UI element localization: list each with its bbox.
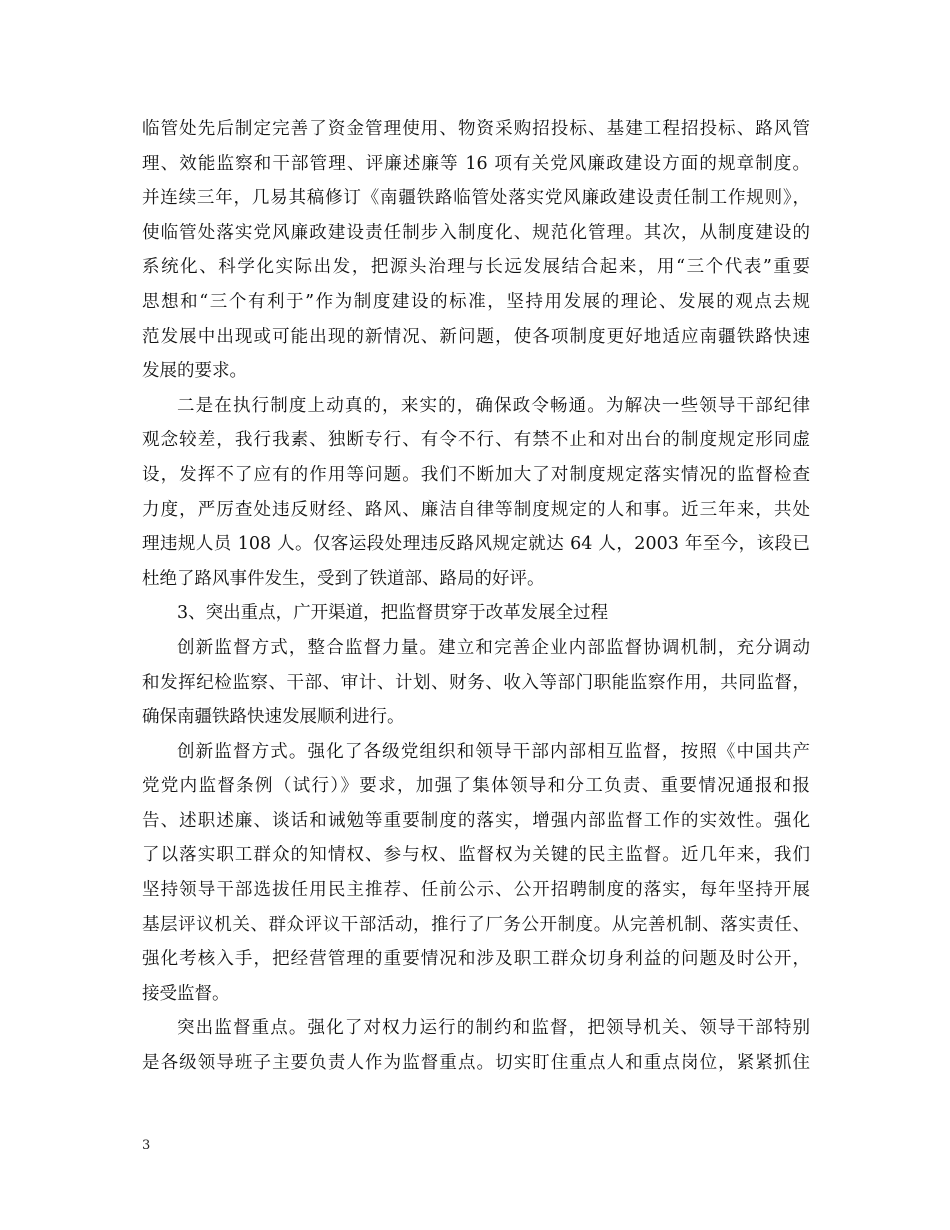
text-line: 创新监督方式。强化了各级党组织和领导干部内部相互监督，按照《中国共产 [177,741,810,762]
text-line: 观念较差，我行我素、独断专行、有令不行、有禁不止和对出台的制度规定形同虚 [142,430,810,451]
text-line: 3、突出重点，广开渠道，把监督贯穿于改革发展全过程 [177,603,609,624]
text-line: 和发挥纪检监察、干部、审计、计划、财务、收入等部门职能监察作用，共同监督， [142,672,810,693]
document-body [142,112,810,1081]
text-line: 杜绝了路风事件发生，受到了铁道部、路局的好评。 [142,568,545,589]
text-line: 了以落实职工群众的知情权、参与权、监督权为关键的民主监督。近几年来，我们 [142,845,810,866]
text-line: 力度，严厉查处违反财经、路风、廉洁自律等制度规定的人和事。近三年来，共处 [142,499,810,520]
text-line: 确保南疆铁路快速发展顺利进行。 [142,707,405,728]
text-line: 二是在执行制度上动真的，来实的，确保政令畅通。为解决一些领导干部纪律 [177,395,810,416]
text-line: 基层评议机关、群众评议干部活动，推行了厂务公开制度。从完善机制、落实责任、 [142,914,810,935]
text-line: 设，发挥不了应有的作用等问题。我们不断加大了对制度规定落实情况的监督检查 [142,464,810,485]
text-line: 并连续三年，几易其稿修订《南疆铁路临管处落实党风廉政建设责任制工作规则》， [142,188,810,209]
text-line: 系统化、科学化实际出发，把源头治理与长远发展结合起来，用“三个代表”重要 [142,257,810,278]
text-line: 发展的要求。 [142,361,247,382]
text-line: 告、述职述廉、谈话和诫勉等重要制度的落实，增强内部监督工作的实效性。强化 [142,810,810,831]
text-line: 使临管处落实党风廉政建设责任制步入制度化、规范化管理。其次，从制度建设的 [142,222,810,243]
text-line: 临管处先后制定完善了资金管理使用、物资采购招投标、基建工程招投标、路风管 [142,119,810,139]
text-line: 范发展中出现或可能出现的新情况、新问题，使各项制度更好地适应南疆铁路快速 [142,326,810,347]
text-line: 突出监督重点。强化了对权力运行的制约和监督，把领导机关、领导干部特别 [177,1018,810,1039]
text-line: 是各级领导班子主要负责人作为监督重点。切实盯住重点人和重点岗位，紧紧抓住 [142,1053,810,1074]
text-line: 理违规人员 108 人。仅客运段处理违反路风规定就达 64 人，2003 年至今，该段已 [142,534,810,555]
text-line: 接受监督。 [142,983,230,1004]
text-line: 党党内监督条例（试行）》要求，加强了集体领导和分工负责、重要情况通报和报 [142,776,810,797]
text-line: 创新监督方式，整合监督力量。建立和完善企业内部监督协调机制，充分调动 [177,637,810,658]
page-number: 3 [142,1138,151,1153]
text-line: 理、效能监察和干部管理、评廉述廉等 16 项有关党风廉政建设方面的规章制度。 [142,153,810,174]
text-line: 思想和“三个有利于”作为制度建设的标准，坚持用发展的理论、发展的观点去规 [142,291,810,312]
text-line: 坚持领导干部选拔任用民主推荐、任前公示、公开招聘制度的落实，每年坚持开展 [142,880,810,901]
text-line: 强化考核入手，把经营管理的重要情况和涉及职工群众切身利益的问题及时公开， [142,949,810,970]
